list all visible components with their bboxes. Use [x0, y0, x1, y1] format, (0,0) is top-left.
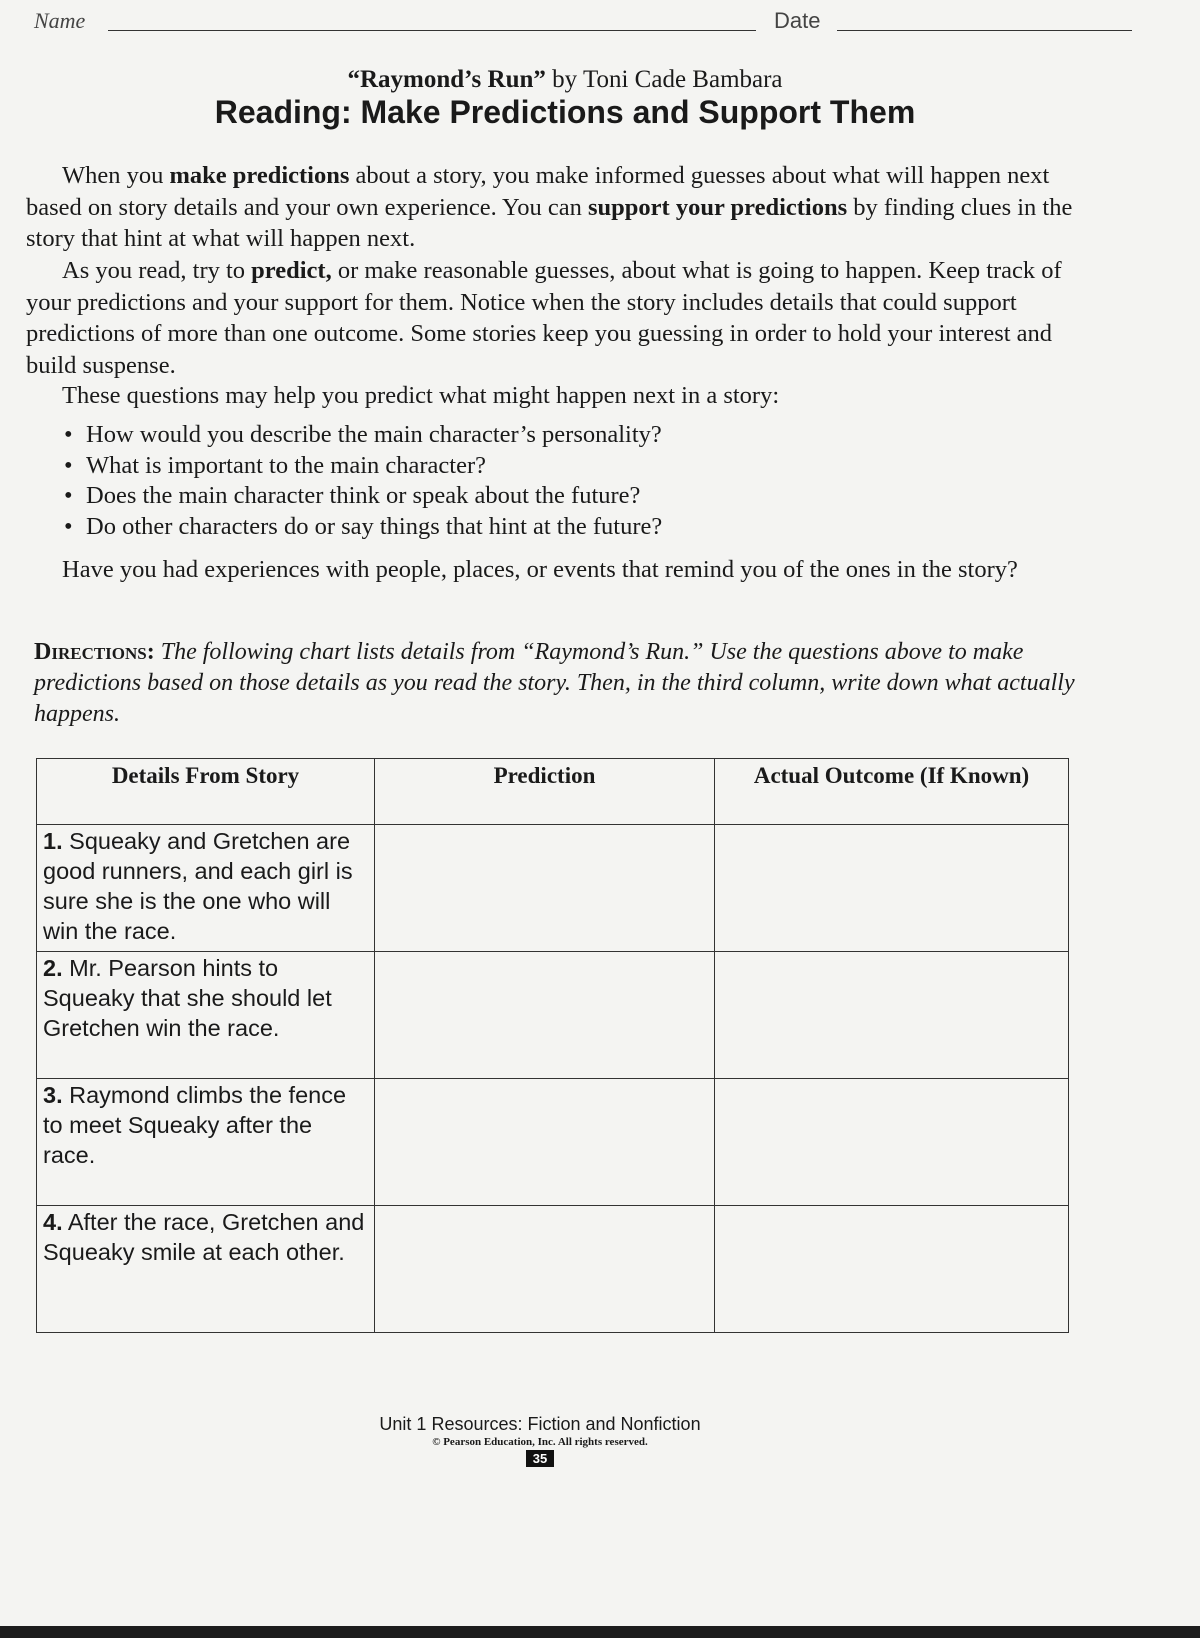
table-row: [37, 1079, 1069, 1206]
story-author: by Toni Cade Bambara: [545, 66, 783, 93]
list-item: • How would you describe the main character’s personality?: [64, 420, 662, 451]
list-item: • Does the main character think or speak about the future?: [64, 481, 662, 512]
date-line: [837, 30, 1132, 31]
questions-intro: These questions may help you predict what might happen next in a story:: [62, 382, 780, 409]
table-header-row: [37, 759, 1069, 825]
column-header-details: Details From Story: [37, 759, 375, 825]
detail-cell: 3. Raymond climbs the fence to meet Squeaky after the race.: [37, 1079, 375, 1206]
experience-paragraph: Have you had experiences with people, places, or events that remind you of the ones in the story?: [62, 556, 1018, 583]
directions-text: The following chart lists details from “Raymond’s Run.” Use the questions above to make predictions based on those details as you read the story. Then, in the third column, write down what actually happens.: [34, 639, 1075, 727]
list-item: • What is important to the main character?: [64, 451, 662, 482]
question-list: [64, 420, 662, 542]
column-header-outcome: Actual Outcome (If Known): [715, 759, 1069, 825]
directions: [34, 637, 1098, 730]
outcome-cell[interactable]: [715, 825, 1069, 952]
detail-cell: 4. After the race, Gretchen and Squeaky smile at each other.: [37, 1206, 375, 1333]
name-date-header: [32, 4, 1150, 34]
outcome-cell[interactable]: [715, 1079, 1069, 1206]
prediction-cell[interactable]: [375, 825, 715, 952]
list-item: • Do other characters do or say things that hint at the future?: [64, 512, 662, 543]
story-subtitle: [0, 66, 1130, 94]
unit-label: Unit 1 Resources: Fiction and Nonfiction: [379, 1414, 701, 1434]
page-number: 35: [526, 1450, 554, 1467]
outcome-cell[interactable]: [715, 1206, 1069, 1333]
directions-label: Directions:: [34, 639, 155, 665]
page-title: Reading: Make Predictions and Support Them: [214, 94, 916, 130]
outcome-cell[interactable]: [715, 952, 1069, 1079]
column-header-prediction: Prediction: [375, 759, 715, 825]
prediction-chart: [36, 758, 1069, 1333]
table-row: [37, 1206, 1069, 1333]
name-label: Name: [34, 8, 86, 33]
table-row: [37, 825, 1069, 952]
copyright: © Pearson Education, Inc. All rights reserved.: [432, 1436, 648, 1448]
predict-paragraph: As you read, try to predict, or make reasonable guesses, about what is going to happen. Keep track of your predictions and your support for them. Notice when the story includes details that could support predictions of more than one outcome. Some stories keep you guessing in order to hold your interest and build suspense.: [26, 257, 1062, 379]
name-line: [108, 30, 756, 31]
story-title: “Raymond’s Run”: [347, 66, 546, 93]
prediction-cell[interactable]: [375, 1206, 715, 1333]
intro-paragraph: When you make predictions about a story, you make informed guesses about what will happen next based on story details and your own experience. You can support your predictions by finding clues in the story that hint at what will happen next.: [26, 162, 1073, 252]
prediction-cell[interactable]: [375, 952, 715, 1079]
scan-edge: [0, 1626, 1200, 1638]
detail-cell: 2. Mr. Pearson hints to Squeaky that she should let Gretchen win the race.: [37, 952, 375, 1079]
table-row: [37, 952, 1069, 1079]
detail-cell: 1. Squeaky and Gretchen are good runners, and each girl is sure she is the one who will win the race.: [37, 825, 375, 952]
prediction-cell[interactable]: [375, 1079, 715, 1206]
date-label: Date: [774, 8, 821, 33]
page-footer: [0, 1414, 1080, 1468]
